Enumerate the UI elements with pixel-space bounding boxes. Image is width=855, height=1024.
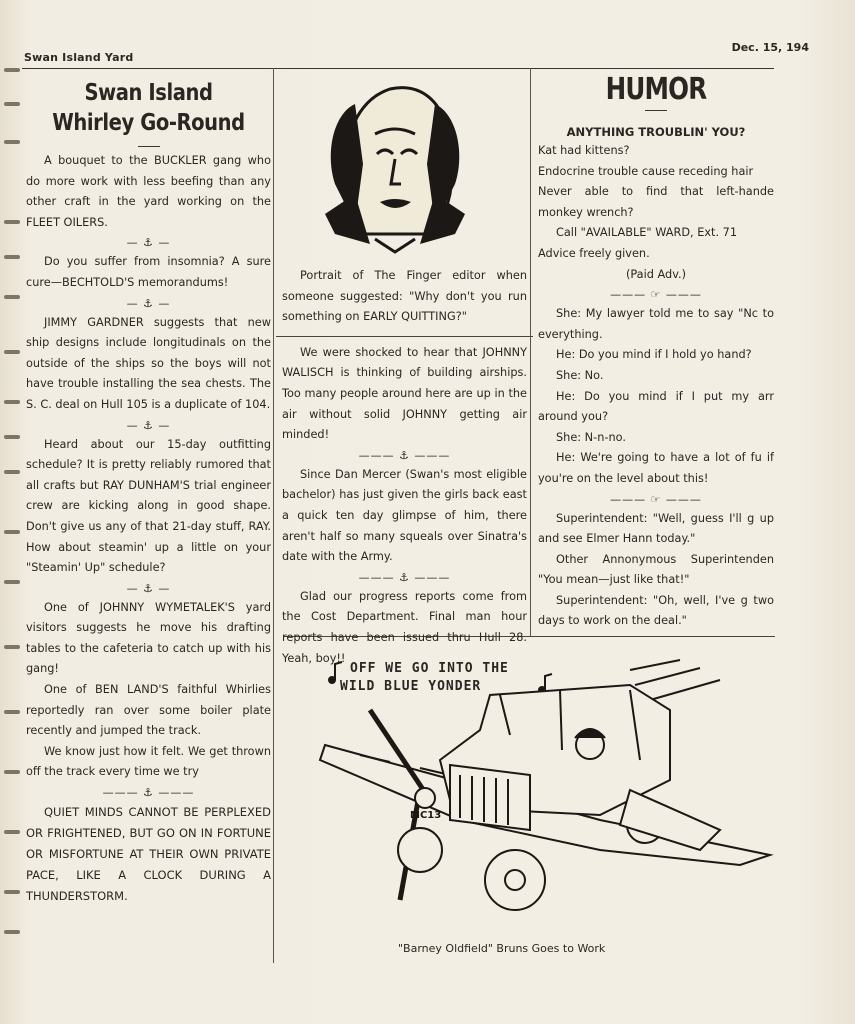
column-whirley-go-round: [26, 78, 271, 907]
dialog-line: Superintendent: "Well, guess I'll g up and see Elmer Hann today.": [538, 511, 774, 546]
spiral-binding: [0, 60, 26, 960]
section-rule: [276, 336, 533, 337]
paid-adv: (Paid Adv.): [625, 267, 687, 281]
paragraph: One of JOHNNY WYMETALEK'S yard visitors suggests he move his drafting tables to the cafeteria to catch up with his gang!: [26, 600, 271, 676]
publication-name: Swan Island Yard: [24, 51, 134, 64]
anchor-separator: — ⚓ —: [126, 296, 171, 310]
humor-call: Call "AVAILABLE" WARD, Ext. 71: [556, 226, 738, 240]
humor-line: Kat had kittens?: [538, 144, 630, 157]
header-rule: [22, 68, 774, 69]
portrait-caption: Portrait of The Finger editor when someone suggested: "Why don't you run something on EARLY QUITTING?": [282, 269, 527, 324]
humor-title: HUMOR: [605, 72, 707, 107]
column-divider-2: [530, 68, 531, 636]
dialog-line: Superintendent: "Oh, well, I've g two days to work on the deal.": [538, 593, 774, 628]
title-underline: [645, 110, 667, 111]
humor-line: Never able to find that left-hande monkey wrench?: [538, 185, 774, 219]
paragraph: One of BEN LAND'S faithful Whirlies reportedly ran over some boiler plate recently and jumped the track.: [26, 683, 271, 738]
humor-subtitle: ANYTHING TROUBLIN' YOU?: [566, 125, 746, 139]
dialog-line: He: We're going to have a lot of fu if you're on the level about this!: [538, 451, 774, 485]
anchor-separator: ——— ⚓ ———: [102, 786, 195, 800]
pointing-hand-separator: ——— ☞ ———: [610, 288, 702, 302]
editor-portrait-illustration: [315, 74, 475, 264]
issue-date: Dec. 15, 194: [731, 41, 809, 54]
dialog-line: She: No.: [556, 368, 604, 382]
dialog-line: She: N-n-no.: [556, 430, 626, 444]
jeep-airplane-cartoon: [300, 650, 780, 930]
anchor-separator: — ⚓ —: [126, 236, 171, 250]
dialog-line: He: Do you mind if I put my arr around you?: [538, 389, 774, 424]
jeep-plate: MC13: [410, 810, 442, 821]
column-divider-1: [273, 68, 274, 963]
cartoon-caption: "Barney Oldfield" Bruns Goes to Work: [398, 942, 606, 955]
paragraph: Heard about our 15-day outfitting schedule? It is pretty reliably rumored that all crafts but RAY DUNHAM'S trial engineer crew are kicking along in good shape. Don't give us any of that 21-day stuff, RAY. How about steamin' up a little on your "Steamin' Up" schedule?: [26, 437, 271, 575]
column-humor: [538, 72, 774, 632]
paragraph: We know just how it felt. We get thrown off the track every time we try: [26, 744, 271, 779]
title-underline: [138, 146, 160, 147]
anchor-separator: ——— ⚓ ———: [358, 570, 451, 584]
pointing-hand-separator: ——— ☞ ———: [610, 492, 702, 506]
humor-line: Endocrine trouble cause receding hair: [538, 164, 754, 178]
paragraph: Glad our progress reports come from the Cost Department. Final man hour reports have been issued thru Hull 28. Yeah, boy!!: [282, 589, 527, 665]
paragraph: JIMMY GARDNER suggests that new ship designs include longitudinals on the outside of the ships so the boys will not have trouble installing the sea chests. The S. C. deal on Hull 105 is a duplicate of 104.: [26, 315, 271, 411]
anchor-separator: — ⚓ —: [126, 581, 171, 595]
humor-advice: Advice freely given.: [538, 246, 650, 260]
column-title: Swan Island Whirley Go-Round: [52, 80, 245, 136]
quote-block: QUIET MINDS CANNOT BE PERPLEXED OR FRIGHTENED, BUT GO ON IN FORTUNE OR MISFORTUNE AT THEIR OWN PRIVATE PACE, LIKE A CLOCK DURING A THUNDERSTORM.: [26, 805, 271, 904]
paragraph: We were shocked to hear that JOHNNY WALISCH is thinking of building airships. Too many people around here are up in the air without solid JOHNNY getting air minded!: [282, 345, 527, 442]
paragraph: Since Dan Mercer (Swan's most eligible bachelor) has just given the girls back east a quick ten day glimpse of him, there aren't half so many squeals over Sinatra's date with the Army.: [282, 467, 527, 564]
paragraph: Do you suffer from insomnia? A sure cure—BECHTOLD'S memorandums!: [26, 255, 271, 289]
cartoon-song-text: OFF WE GO INTO THE WILD BLUE YONDER: [340, 661, 509, 694]
anchor-separator: — ⚓ —: [126, 418, 171, 432]
dialog-line: She: My lawyer told me to say "Nc to everything.: [538, 307, 774, 341]
column-center: [282, 266, 527, 669]
dialog-line: He: Do you mind if I hold yo hand?: [556, 348, 752, 362]
anchor-separator: ——— ⚓ ———: [358, 448, 451, 462]
paragraph: A bouquet to the BUCKLER gang who do more work with less beefing than any other craft in the yard working on the FLEET OILERS.: [26, 154, 271, 229]
dialog-line: Other Annonymous Superintenden "You mean—just like that!": [538, 552, 774, 587]
